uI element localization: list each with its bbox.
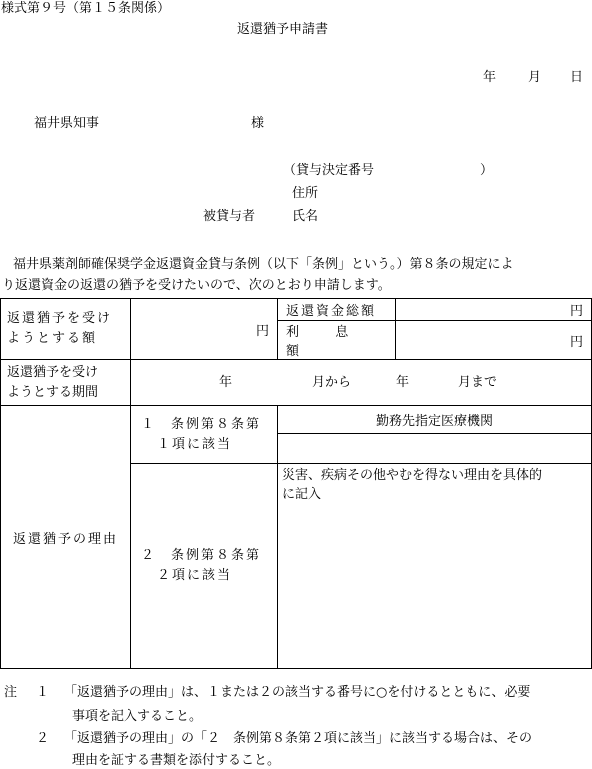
addressee-name: 福井県知事: [34, 116, 100, 131]
reason-label-cell: [1, 406, 131, 669]
total-amount-value[interactable]: [396, 299, 592, 321]
item2-note-line-2: に記入: [282, 487, 322, 502]
reason-label: 返還猶予の理由: [12, 531, 118, 547]
note-2-number: ２: [36, 731, 50, 746]
name-label: 氏名: [292, 209, 319, 224]
item2-reason-value[interactable]: [278, 464, 592, 669]
total-yen-unit: 円: [569, 304, 583, 319]
item1-line-2: １項に該当: [157, 436, 233, 452]
address-label: 住所: [292, 186, 319, 201]
item1-cell[interactable]: [131, 406, 278, 464]
notes-prefix: 注: [4, 685, 18, 700]
amount-label-cell: [1, 299, 131, 360]
amount-label-line-2: ようとする額: [7, 331, 98, 346]
period-year-1: 年: [219, 374, 233, 390]
note-2-line-1: 「返還猶予の理由」の「２ 条例第８条第２項に該当」に該当する場合は、その: [64, 731, 533, 746]
interest-label-3: 額: [286, 344, 300, 359]
loan-decision-number-close: ）: [480, 163, 494, 178]
period-from: 月から: [312, 374, 352, 390]
item2-line-2: ２項に該当: [157, 568, 233, 583]
total-label-cell: [278, 299, 396, 321]
item1-line-1: １ 条例第８条第: [141, 416, 262, 432]
period-label-line-2: ようとする期間: [7, 384, 99, 400]
item2-line-1: ２ 条例第８条第: [141, 548, 262, 563]
period-to: 月まで: [458, 374, 498, 390]
page-title: 返還猶予申請書: [237, 22, 329, 37]
addressee-honorific: 様: [251, 116, 265, 131]
item2-cell[interactable]: [131, 464, 278, 669]
period-value-cell[interactable]: [131, 360, 592, 406]
period-year-2: 年: [396, 374, 410, 390]
interest-label-2: 息: [335, 325, 349, 340]
date-month-label: 月: [528, 70, 542, 85]
period-label-line-1: 返還猶予を受け: [7, 364, 99, 380]
interest-label-cell: [278, 321, 396, 360]
item2-note-line-1: 災害、疾病その他やむを得ない理由を具体的: [282, 468, 543, 483]
borrower-label: 被貸与者: [203, 209, 256, 224]
date-year-label: 年: [483, 70, 497, 85]
item1-header-cell: [278, 406, 592, 434]
note-1-number: １: [36, 685, 50, 700]
amount-label-line-1: 返還猶予を受け: [7, 311, 113, 326]
item1-institution-value[interactable]: [278, 434, 592, 464]
body-text-line-1: 福井県薬剤師確保奨学金返還資金貸与条例（以下「条例」という。）第８条の規定によ: [13, 257, 514, 272]
interest-yen-unit: 円: [569, 334, 583, 350]
period-label-cell: [1, 360, 131, 406]
total-amount-label: 返還資金総額: [286, 304, 377, 319]
note-1-line-1: 「返還猶予の理由」は、１または２の該当する番号に○を付けるとともに、必要: [64, 685, 531, 700]
date-day-label: 日: [570, 70, 584, 85]
note-2-line-2: 理由を証する書類を添付すること。: [72, 753, 281, 768]
note-1-line-2: 事項を記入すること。: [72, 709, 203, 724]
item1-header: 勤務先指定医療機関: [375, 414, 493, 429]
form-number: 様式第９号（第１５条関係）: [1, 1, 171, 16]
amount-value-cell[interactable]: [131, 299, 278, 360]
amount-yen-unit: 円: [255, 323, 269, 339]
loan-decision-number-label: （貸与決定番号: [283, 163, 375, 178]
body-text-line-2: り返還資金の返還の猶予を受けたいので、次のとおり申請します。: [2, 278, 391, 293]
application-table: [0, 298, 592, 669]
interest-amount-value[interactable]: [396, 321, 592, 360]
interest-label-1: 利: [286, 325, 300, 340]
